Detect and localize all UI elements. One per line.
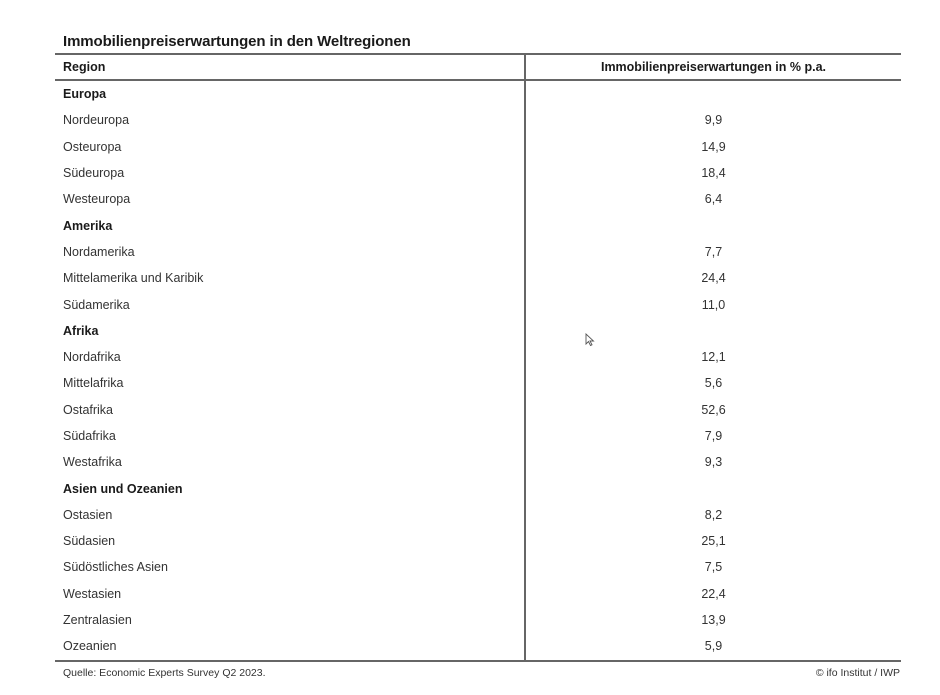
group-label: Asien und Ozeanien [55, 475, 525, 501]
group-label: Europa [55, 80, 525, 107]
expectations-table [55, 53, 901, 662]
table-row [55, 397, 901, 423]
region-label: Westafrika [55, 449, 525, 475]
expectation-value [525, 318, 901, 344]
region-label: Ozeanien [55, 633, 525, 660]
region-label: Mittelafrika [55, 370, 525, 396]
expectation-value [525, 475, 901, 501]
expectation-value: 14,9 [701, 139, 726, 154]
group-label: Afrika [55, 318, 525, 344]
expectation-value: 11,0 [701, 297, 726, 312]
region-label: Zentralasien [55, 607, 525, 633]
table-row [55, 265, 901, 291]
region-label: Mittelamerika und Karibik [55, 265, 525, 291]
expectation-value: 7,9 [704, 429, 723, 443]
copyright-note: © ifo Institut / IWP [815, 667, 900, 679]
expectation-value: 7,7 [704, 244, 723, 259]
table-header-row [55, 54, 901, 80]
region-label: Nordafrika [55, 344, 525, 370]
table-row [55, 344, 901, 370]
expectation-value [525, 80, 901, 107]
table-row [55, 107, 901, 133]
expectation-value: 22,4 [701, 586, 726, 601]
region-label: Südöstliches Asien [55, 554, 525, 580]
region-label: Südeuropa [55, 160, 525, 186]
table-group-row [55, 212, 901, 238]
table-title: Immobilienpreiserwartungen in den Weltregionen [63, 33, 411, 50]
expectation-value: 7,5 [704, 560, 723, 575]
region-label: Ostasien [55, 502, 525, 528]
region-label: Südamerika [55, 291, 525, 317]
source-note: Quelle: Economic Experts Survey Q2 2023. [63, 667, 266, 679]
region-label: Nordeuropa [55, 107, 525, 133]
expectation-value: 25,1 [701, 534, 726, 549]
expectation-value: 13,9 [701, 613, 726, 628]
table-row [55, 581, 901, 607]
region-label: Ostafrika [55, 397, 525, 423]
expectation-value: 5,6 [704, 376, 723, 391]
expectation-value: 6,4 [704, 192, 723, 207]
table-group-row [55, 475, 901, 501]
region-label: Westasien [55, 581, 525, 607]
table-row [55, 449, 901, 475]
table-row [55, 160, 901, 186]
column-header-expectations: Immobilienpreiserwartungen in % p.a. [600, 60, 827, 74]
table-row [55, 134, 901, 160]
region-label: Südafrika [55, 423, 525, 449]
expectation-value [525, 212, 901, 238]
table-row [55, 633, 901, 660]
table-row [55, 186, 901, 212]
region-label: Westeuropa [55, 186, 525, 212]
expectation-value: 9,9 [704, 113, 723, 128]
data-table-container [55, 53, 901, 662]
region-label: Osteuropa [55, 134, 525, 160]
expectation-value: 52,6 [701, 402, 726, 417]
table-row [55, 554, 901, 580]
table-row [55, 528, 901, 554]
table-group-row [55, 318, 901, 344]
table-row [55, 370, 901, 396]
column-header-region: Region [55, 54, 525, 80]
table-row [55, 607, 901, 633]
expectation-value: 5,9 [704, 639, 723, 654]
mouse-cursor-icon [585, 333, 595, 347]
table-row [55, 239, 901, 265]
table-body [55, 80, 901, 661]
table-row [55, 423, 901, 449]
expectation-value: 24,4 [701, 271, 726, 286]
region-label: Südasien [55, 528, 525, 554]
group-label: Amerika [55, 212, 525, 238]
expectation-value: 9,3 [704, 455, 723, 470]
table-row [55, 291, 901, 317]
expectation-value: 8,2 [704, 507, 723, 522]
region-label: Nordamerika [55, 239, 525, 265]
expectation-value: 18,4 [701, 166, 726, 181]
table-group-row [55, 80, 901, 107]
expectation-value: 12,1 [701, 350, 726, 365]
table-row [55, 502, 901, 528]
